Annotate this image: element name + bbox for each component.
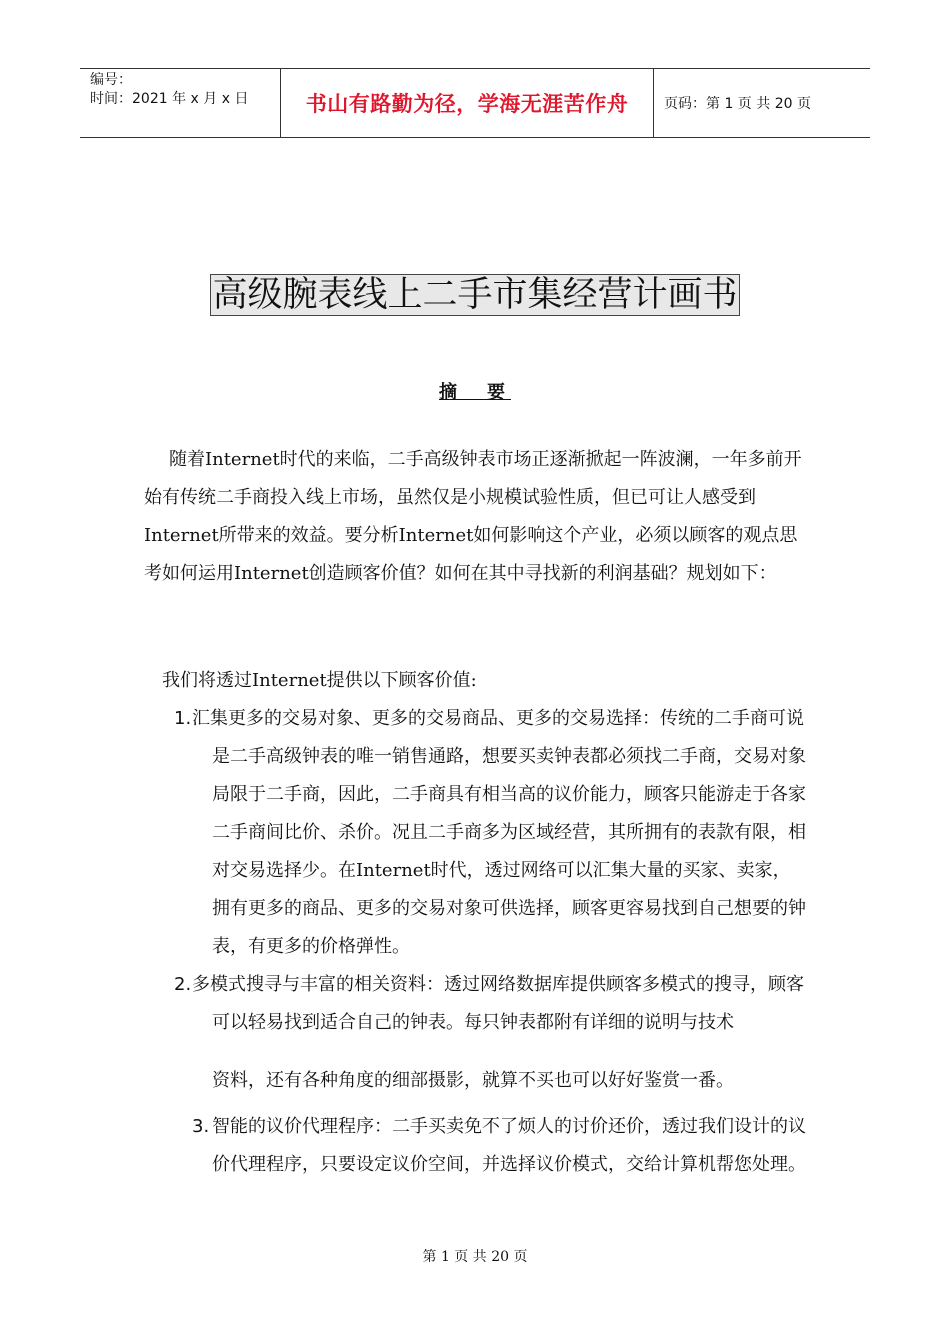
list-item-text (174, 700, 808, 966)
list-item-text (192, 1108, 808, 1184)
list-item (192, 1108, 808, 1184)
list-item-text-continued: 资料，还有各种角度的细部摄影，就算不买也可以好好鉴赏一番。 (212, 1070, 734, 1091)
header-date-label: 时间：2021 年 x 月 x 日 (90, 91, 249, 107)
list-item-text-content: 多模式搜寻与丰富的相关资料：透过网络数据库提供顾客多模式的搜寻，顾客可以轻易找到适合自己的钟表。每只钟表都附有详细的说明与技术 (192, 974, 804, 1033)
list-item-number: 2. (174, 974, 192, 995)
abstract-heading: 摘 要 (439, 382, 511, 403)
list-item-text-content: 汇集更多的交易对象、更多的交易商品、更多的交易选择：传统的二手商可说是二手高级钟表的唯一销售通路，想要买卖钟表都必须找二手商，交易对象局限于二手商，因此，二手商具有相当高的议价能力，顾客只能游走于各家二手商间比价、杀价。况且二手商多为区域经营，其所拥有的表款有限，相对交易选择少。在Internet时代，透过网络可以汇集大量的买家、卖家，拥有更多的商品、更多的交易对象可供选择，顾客更容易找到自己想要的钟表，有更多的价格弹性。 (192, 708, 806, 957)
header-page-info: 页码：第 1 页 共 20 页 (664, 96, 811, 112)
document-title: 高级腕表线上二手市集经营计画书 (212, 275, 738, 315)
intro-paragraph: 随着Internet时代的来临，二手高级钟表市场正逐渐掀起一阵波澜，一年多前开始有传统二手商投入线上市场，虽然仅是小规模试验性质，但已可让人感受到Internet所带来的效益。要分析Internet如何影响这个产业，必须以顾客的观点思考如何运用Internet创造顾客价值？如何在其中寻找新的利润基础？规划如下： (144, 449, 802, 584)
header-meta (80, 69, 281, 137)
lead-paragraph: 我们将透过Internet提供以下顾客价值: (162, 670, 477, 691)
list-item-number: 1. (174, 708, 192, 729)
list-item (174, 966, 808, 1100)
list-item (174, 700, 808, 966)
list-item-number: 3. (192, 1116, 210, 1137)
list-item-text (174, 966, 808, 1042)
list-item-text-content: 智能的议价代理程序：二手买卖免不了烦人的讨价还价，透过我们设计的议价代理程序，只要设定议价空间，并选择议价模式，交给计算机帮您处理。 (212, 1116, 806, 1175)
header-motto: 书山有路勤为径，学海无涯苦作舟 (281, 69, 654, 137)
header-number-label: 编号： (90, 72, 132, 88)
page-header (80, 68, 870, 138)
document-title-wrap (0, 274, 950, 316)
page-footer: 第 1 页 共 20 页 (422, 1249, 528, 1265)
